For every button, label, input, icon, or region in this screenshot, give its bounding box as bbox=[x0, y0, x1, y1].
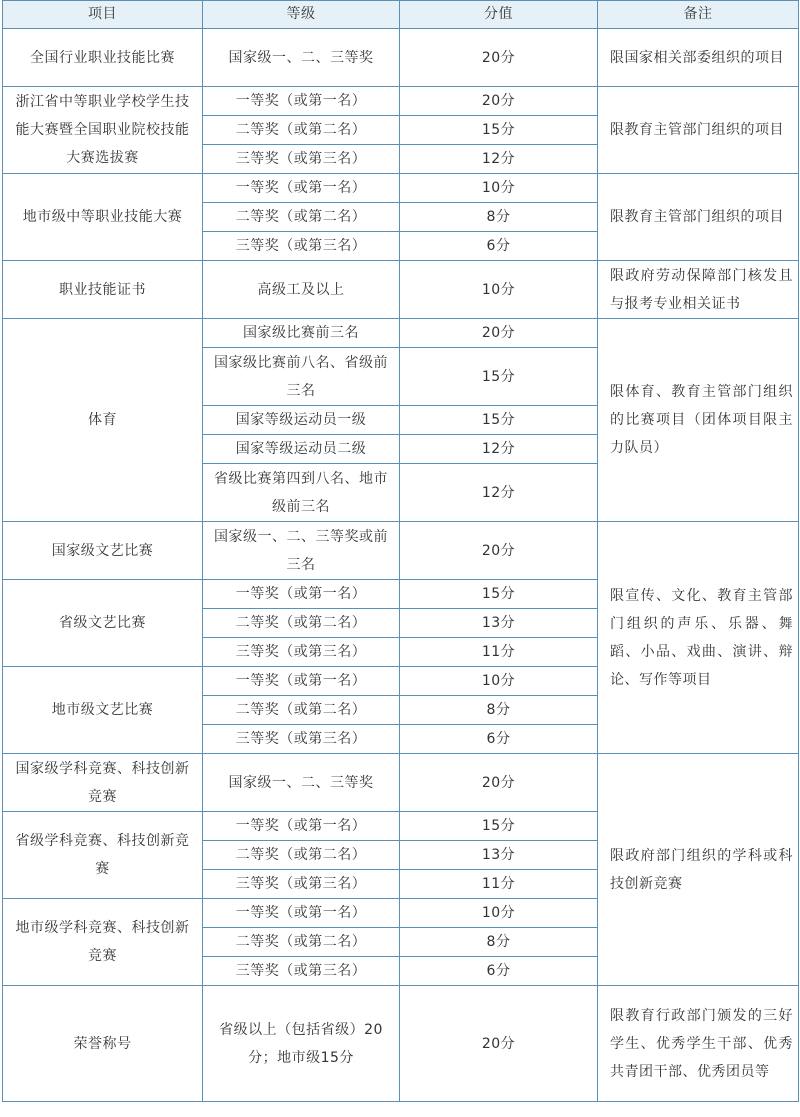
project-cell: 省级文艺比赛 bbox=[3, 580, 203, 667]
score-cell: 10分 bbox=[400, 899, 598, 928]
level-cell: 国家级一、二、三等奖 bbox=[203, 754, 400, 812]
header-project: 项目 bbox=[3, 1, 203, 29]
level-cell: 一等奖（或第一名） bbox=[203, 580, 400, 609]
score-cell: 10分 bbox=[400, 174, 598, 203]
score-cell: 20分 bbox=[400, 522, 598, 580]
level-cell: 高级工及以上 bbox=[203, 261, 400, 319]
score-cell: 11分 bbox=[400, 638, 598, 667]
project-cell: 国家级文艺比赛 bbox=[3, 522, 203, 580]
project-cell: 国家级学科竞赛、科技创新竞赛 bbox=[3, 754, 203, 812]
score-cell: 10分 bbox=[400, 667, 598, 696]
score-cell: 11分 bbox=[400, 870, 598, 899]
project-cell: 省级学科竞赛、科技创新竞赛 bbox=[3, 812, 203, 899]
score-cell: 20分 bbox=[400, 754, 598, 812]
level-cell: 二等奖（或第二名） bbox=[203, 609, 400, 638]
level-cell: 三等奖（或第三名） bbox=[203, 957, 400, 986]
project-cell: 地市级文艺比赛 bbox=[3, 667, 203, 754]
level-cell: 二等奖（或第二名） bbox=[203, 116, 400, 145]
note-cell: 限教育主管部门组织的项目 bbox=[598, 87, 799, 174]
table-row bbox=[3, 319, 799, 348]
level-cell: 省级以上（包括省级）20分；地市级15分 bbox=[203, 986, 400, 1102]
level-cell: 二等奖（或第二名） bbox=[203, 841, 400, 870]
level-cell: 一等奖（或第一名） bbox=[203, 174, 400, 203]
table-row bbox=[3, 87, 799, 116]
score-cell: 15分 bbox=[400, 812, 598, 841]
table-row bbox=[3, 261, 799, 290]
score-cell: 6分 bbox=[400, 232, 598, 261]
score-cell: 6分 bbox=[400, 725, 598, 754]
table-row bbox=[3, 522, 799, 551]
score-cell: 20分 bbox=[400, 986, 598, 1102]
score-cell: 15分 bbox=[400, 406, 598, 435]
note-cell: 限政府部门组织的学科或科技创新竞赛 bbox=[598, 754, 799, 986]
project-cell: 职业技能证书 bbox=[3, 261, 203, 319]
level-cell: 国家级一、二、三等奖或前三名 bbox=[203, 522, 400, 580]
score-cell: 20分 bbox=[400, 319, 598, 348]
note-cell: 限体育、教育主管部门组织的比赛项目（团体项目限主力队员） bbox=[598, 319, 799, 522]
project-cell: 全国行业职业技能比赛 bbox=[3, 29, 203, 87]
header-note: 备注 bbox=[598, 1, 799, 29]
score-cell: 13分 bbox=[400, 841, 598, 870]
project-cell: 浙江省中等职业学校学生技能大赛暨全国职业院校技能大赛选拔赛 bbox=[3, 87, 203, 174]
level-cell: 一等奖（或第一名） bbox=[203, 812, 400, 841]
level-cell: 国家级比赛前八名、省级前三名 bbox=[203, 348, 400, 406]
score-cell: 13分 bbox=[400, 609, 598, 638]
level-cell: 三等奖（或第三名） bbox=[203, 725, 400, 754]
score-cell: 8分 bbox=[400, 696, 598, 725]
level-cell: 三等奖（或第三名） bbox=[203, 638, 400, 667]
project-cell: 地市级中等职业技能大赛 bbox=[3, 174, 203, 261]
level-cell: 省级比赛第四到八名、地市级前三名 bbox=[203, 464, 400, 522]
level-cell: 二等奖（或第二名） bbox=[203, 696, 400, 725]
project-cell: 地市级学科竞赛、科技创新竞赛 bbox=[3, 899, 203, 986]
table-row bbox=[3, 754, 799, 783]
score-cell: 15分 bbox=[400, 116, 598, 145]
level-cell: 三等奖（或第三名） bbox=[203, 232, 400, 261]
score-cell: 15分 bbox=[400, 580, 598, 609]
level-cell: 二等奖（或第二名） bbox=[203, 203, 400, 232]
level-cell: 国家等级运动员二级 bbox=[203, 435, 400, 464]
note-cell: 限宣传、文化、教育主管部门组织的声乐、乐器、舞蹈、小品、戏曲、演讲、辩论、写作等项目 bbox=[598, 522, 799, 754]
table-row bbox=[3, 174, 799, 203]
note-cell: 限国家相关部委组织的项目 bbox=[598, 29, 799, 87]
score-cell: 20分 bbox=[400, 29, 598, 87]
score-cell: 12分 bbox=[400, 435, 598, 464]
header-row bbox=[3, 1, 799, 29]
score-cell: 8分 bbox=[400, 928, 598, 957]
score-cell: 15分 bbox=[400, 348, 598, 406]
header-level: 等级 bbox=[203, 1, 400, 29]
scoring-table bbox=[2, 0, 799, 1102]
level-cell: 三等奖（或第三名） bbox=[203, 145, 400, 174]
level-cell: 国家等级运动员一级 bbox=[203, 406, 400, 435]
level-cell: 国家级比赛前三名 bbox=[203, 319, 400, 348]
project-cell: 荣誉称号 bbox=[3, 986, 203, 1102]
level-cell: 一等奖（或第一名） bbox=[203, 899, 400, 928]
project-cell: 体育 bbox=[3, 319, 203, 522]
score-cell: 12分 bbox=[400, 464, 598, 522]
level-cell: 国家级一、二、三等奖 bbox=[203, 29, 400, 87]
score-cell: 6分 bbox=[400, 957, 598, 986]
note-cell: 限教育主管部门组织的项目 bbox=[598, 174, 799, 261]
table-row bbox=[3, 986, 799, 1015]
table-body bbox=[3, 29, 799, 1102]
score-cell: 10分 bbox=[400, 261, 598, 319]
note-cell: 限教育行政部门颁发的三好学生、优秀学生干部、优秀共青团干部、优秀团员等 bbox=[598, 986, 799, 1102]
level-cell: 一等奖（或第一名） bbox=[203, 87, 400, 116]
score-cell: 20分 bbox=[400, 87, 598, 116]
level-cell: 三等奖（或第三名） bbox=[203, 870, 400, 899]
score-cell: 12分 bbox=[400, 145, 598, 174]
level-cell: 一等奖（或第一名） bbox=[203, 667, 400, 696]
note-cell: 限政府劳动保障部门核发且与报考专业相关证书 bbox=[598, 261, 799, 319]
level-cell: 二等奖（或第二名） bbox=[203, 928, 400, 957]
header-score: 分值 bbox=[400, 1, 598, 29]
table-row bbox=[3, 29, 799, 58]
score-cell: 8分 bbox=[400, 203, 598, 232]
